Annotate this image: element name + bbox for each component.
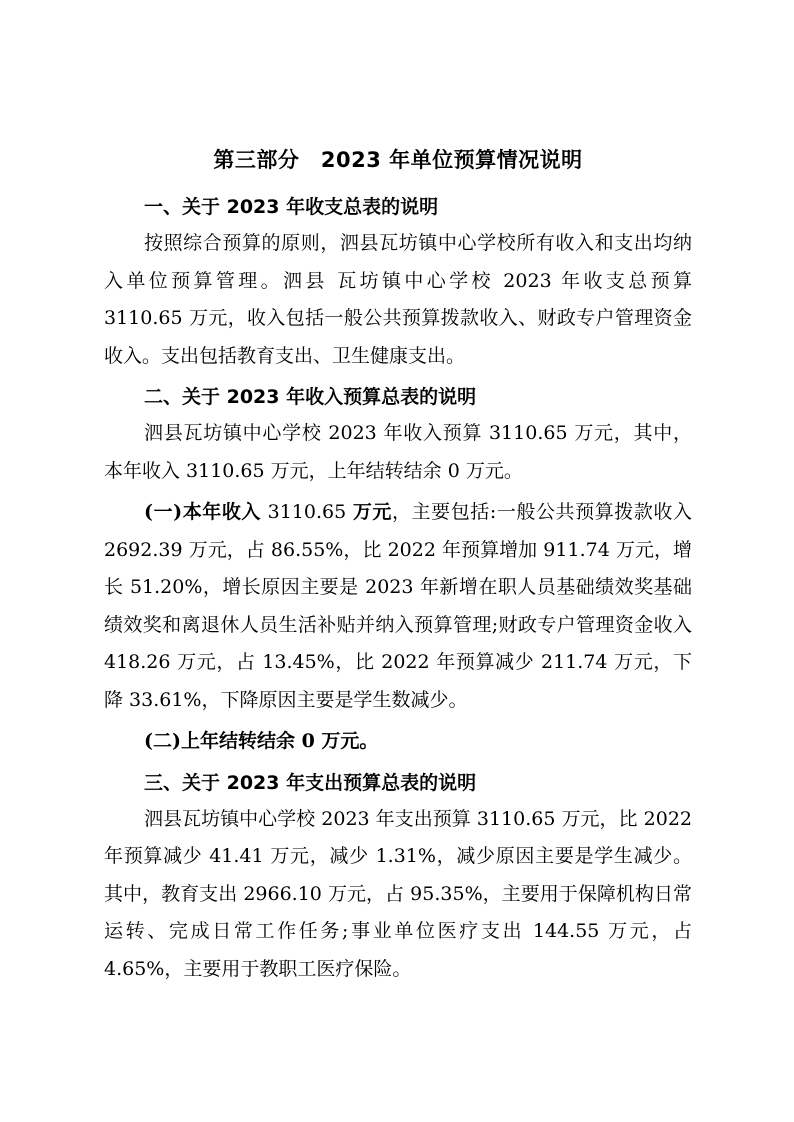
item1-lead-amount: 3110.65 — [261, 501, 353, 523]
section2-heading: 二、关于 2023 年收入预算总表的说明 — [144, 386, 477, 408]
section1-body: 按照综合预算的原则，泗县瓦坊镇中心学校所有收入和支出均纳入单位预算管理。泗县 瓦坊镇中心学校 2023 年收支总预算 3110.65 万元，收入包括一般公共预算拨款收入、财政专户管理资金收入。支出包括教育支出、卫生健康支出。 — [104, 232, 692, 367]
section1-heading: 一、关于 2023 年收支总表的说明 — [144, 196, 439, 218]
document-page — [104, 140, 692, 988]
section3-body: 泗县瓦坊镇中心学校 2023 年支出预算 3110.65 万元，比 2022 年预算减少 41.41 万元，减少 1.31%，减少原因主要是学生减少。其中，教育支出 2966.10 万元，占 95.35%，主要用于保障机构日常运转、完成日常工作任务;事业单位医疗支出 144.55 万元，占 4.65%，主要用于教职工医疗保险。 — [104, 807, 692, 980]
item1-lead-unit: 万元 — [352, 501, 392, 523]
section2-item1 — [104, 494, 692, 719]
item1-body: ，主要包括:一般公共预算拨款收入 2692.39 万元，占 86.55%，比 2022 年预算增加 911.74 万元，增长 51.20%，增长原因主要是 2023 年新增在职人员基础绩效奖基础绩效奖和离退休人员生活补贴并纳入预算管理;财政专户管理资金收入 418.26 万元，占 13.45%，比 2022 年预算减少 211.74 万元，下降 33.61%，下降原因主要是学生数减少。 — [104, 501, 693, 711]
section3-heading: 三、关于 2023 年支出预算总表的说明 — [144, 771, 477, 794]
page-title: 第三部分 2023 年单位预算情况说明 — [213, 148, 583, 172]
section2-body: 泗县瓦坊镇中心学校 2023 年收入预算 3110.65 万元，其中，本年收入 3110.65 万元，上年结转结余 0 万元。 — [104, 422, 692, 482]
section2-item2: (二)上年结转结余 0 万元。 — [144, 730, 379, 752]
item1-lead-label: (一)本年收入 — [144, 501, 262, 523]
